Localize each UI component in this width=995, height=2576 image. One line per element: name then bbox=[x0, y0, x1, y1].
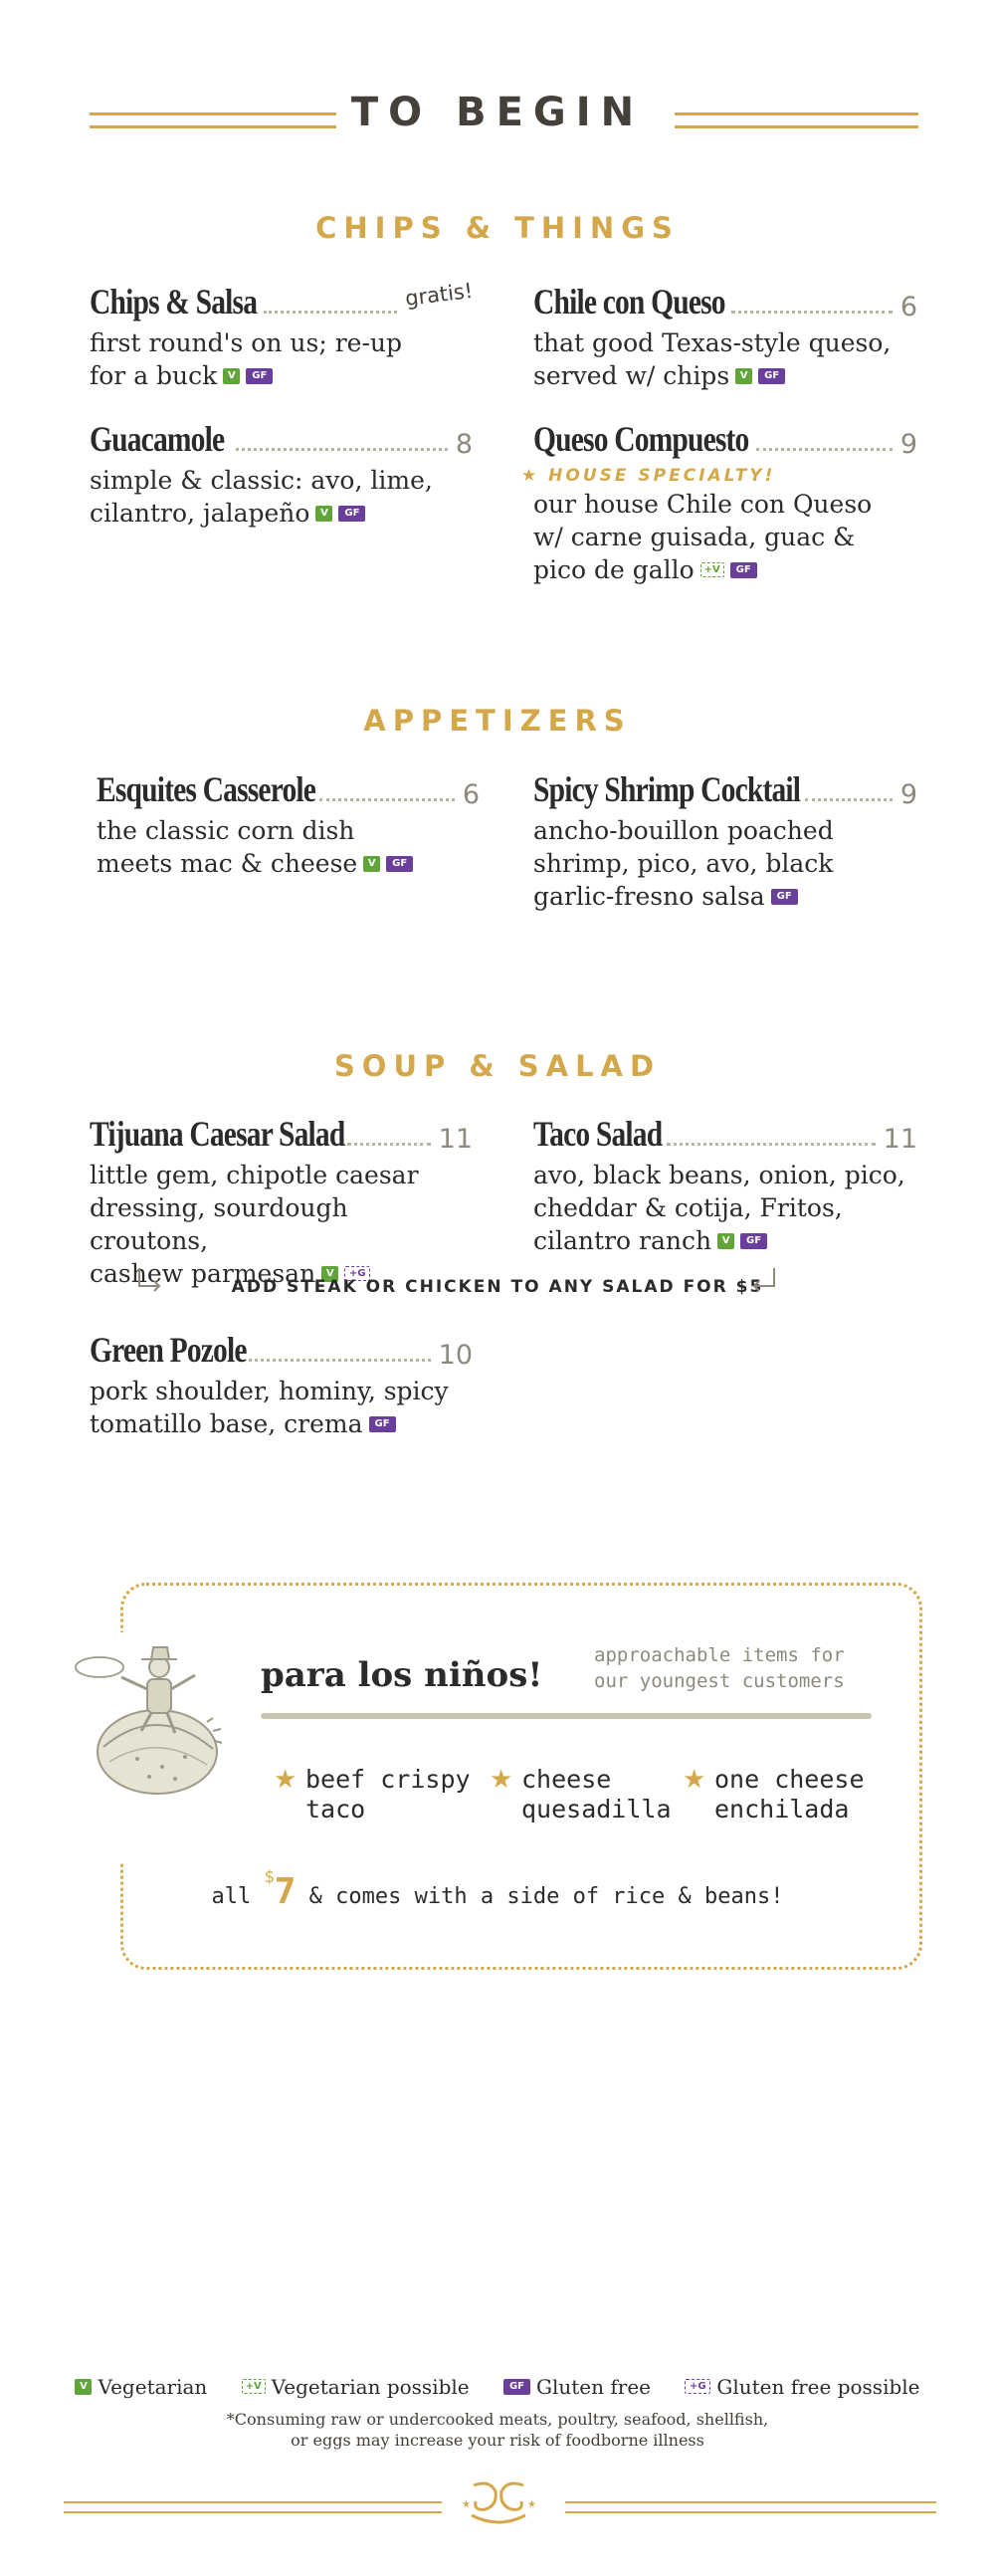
price-suffix: & comes with a side of rice & beans! bbox=[308, 1884, 784, 1909]
vegetarian-badge-icon: V bbox=[321, 1266, 338, 1282]
item-description bbox=[533, 326, 917, 392]
legend-gluten-free bbox=[503, 2375, 651, 2399]
vegetarian-possible-badge-icon: +V bbox=[700, 562, 724, 577]
gluten-free-badge-icon: GF bbox=[338, 506, 365, 522]
vegetarian-badge-icon: V bbox=[717, 1233, 734, 1249]
disclaimer-line: or eggs may increase your risk of foodborne illness bbox=[291, 2431, 704, 2450]
subtitle-line: our youngest customers bbox=[594, 1670, 845, 1692]
kids-item-beef-crispy-taco bbox=[305, 1765, 471, 1825]
item-price: 10 bbox=[438, 1340, 473, 1371]
item-name: Tijuana Caesar Salad bbox=[90, 1114, 345, 1154]
salad-addon-note: ADD STEAK OR CHICKEN TO ANY SALAD FOR $5 bbox=[231, 1277, 764, 1297]
star-icon: ★ bbox=[683, 1765, 706, 1795]
food-safety-disclaimer bbox=[0, 2409, 995, 2451]
item-price: 8 bbox=[455, 429, 473, 460]
item-name: Chips & Salsa bbox=[90, 282, 258, 322]
item-price: 11 bbox=[883, 1124, 917, 1155]
item-price: 11 bbox=[438, 1124, 473, 1155]
legend-label: Gluten free possible bbox=[716, 2375, 920, 2399]
menu-item-chile-con-queso bbox=[533, 281, 917, 392]
menu-item-spicy-shrimp-cocktail bbox=[533, 768, 917, 913]
desc-line: simple & classic: avo, lime, bbox=[90, 466, 433, 495]
item-name: Guacamole bbox=[90, 419, 225, 459]
kids-divider bbox=[261, 1713, 872, 1719]
vegetarian-badge-icon: V bbox=[75, 2379, 92, 2395]
desc-line: cashew parmesan bbox=[90, 1259, 316, 1288]
footer-rule-left bbox=[64, 2501, 442, 2513]
leader-dots bbox=[236, 448, 448, 451]
legend-label: Gluten free bbox=[535, 2375, 651, 2399]
legend-label: Vegetarian bbox=[98, 2375, 208, 2399]
vegetarian-badge-icon: V bbox=[223, 368, 240, 384]
item-name: Esquites Casserole bbox=[97, 769, 316, 809]
cowboy-riding-taco-icon bbox=[68, 1627, 232, 1807]
kids-item-line: one cheese bbox=[714, 1765, 865, 1794]
gluten-free-badge-icon: GF bbox=[758, 368, 785, 384]
desc-line: garlic-fresno salsa bbox=[533, 882, 765, 911]
price-value: 7 bbox=[274, 1871, 297, 1912]
gluten-free-badge-icon: GF bbox=[730, 562, 757, 578]
legend-gluten-free-possible bbox=[685, 2375, 919, 2399]
item-description bbox=[533, 814, 917, 913]
item-description bbox=[90, 1375, 473, 1440]
house-specialty-tag: ★ HOUSE SPECIALTY! bbox=[521, 466, 776, 486]
desc-line: served w/ chips bbox=[533, 361, 730, 390]
kids-menu-subtitle bbox=[594, 1642, 853, 1694]
section-title-chips: CHIPS & THINGS bbox=[315, 211, 680, 245]
item-price: gratis! bbox=[403, 278, 475, 312]
gluten-free-possible-badge-icon: +G bbox=[685, 2379, 710, 2394]
svg-text:★: ★ bbox=[462, 2499, 471, 2510]
desc-line: little gem, chipotle caesar bbox=[90, 1161, 419, 1189]
menu-item-guacamole bbox=[90, 418, 473, 530]
page-title: TO BEGIN bbox=[350, 90, 645, 135]
kids-item-line: enchilada bbox=[714, 1795, 850, 1824]
item-price: 6 bbox=[462, 779, 480, 810]
kids-price-note bbox=[0, 1867, 995, 1912]
desc-line: that good Texas-style queso, bbox=[533, 328, 892, 357]
vegetarian-badge-icon: V bbox=[363, 856, 380, 872]
item-description bbox=[97, 814, 480, 880]
leader-dots bbox=[805, 798, 893, 801]
price-prefix: all bbox=[211, 1884, 252, 1909]
gluten-free-badge-icon: GF bbox=[386, 856, 413, 872]
item-name: Taco Salad bbox=[533, 1114, 663, 1154]
desc-line: pork shoulder, hominy, spicy bbox=[90, 1377, 449, 1405]
menu-item-taco-salad bbox=[533, 1113, 917, 1257]
hook-arrow-right-icon bbox=[748, 1266, 778, 1296]
item-name: Chile con Queso bbox=[533, 282, 725, 322]
kids-menu-title: para los niños! bbox=[261, 1655, 543, 1695]
item-price: 9 bbox=[899, 429, 917, 460]
desc-line: avo, black beans, onion, pico, bbox=[533, 1161, 905, 1189]
desc-line: for a buck bbox=[90, 361, 218, 390]
leader-dots bbox=[249, 1359, 430, 1362]
vegetarian-possible-badge-icon: +V bbox=[242, 2379, 266, 2394]
item-description bbox=[90, 464, 473, 530]
desc-line: meets mac & cheese bbox=[97, 849, 358, 878]
desc-line: pico de gallo bbox=[533, 555, 695, 584]
section-title-soup-salad: SOUP & SALAD bbox=[333, 1049, 662, 1083]
leader-dots bbox=[731, 311, 893, 314]
item-price: 9 bbox=[899, 779, 917, 810]
item-description bbox=[533, 1159, 917, 1257]
vegetarian-badge-icon: V bbox=[735, 368, 752, 384]
menu-item-chips-salsa bbox=[90, 278, 475, 392]
desc-line: ancho-bouillon poached bbox=[533, 816, 834, 845]
legend-label: Vegetarian possible bbox=[271, 2375, 470, 2399]
desc-line: cilantro, jalapeño bbox=[90, 499, 310, 528]
disclaimer-line: *Consuming raw or undercooked meats, poultry, seafood, shellfish, bbox=[226, 2410, 769, 2429]
item-name: Spicy Shrimp Cocktail bbox=[533, 769, 801, 809]
leader-dots bbox=[319, 798, 454, 801]
menu-item-queso-compuesto bbox=[521, 418, 917, 586]
gluten-free-badge-icon: GF bbox=[246, 368, 273, 384]
kids-item-line: cheese bbox=[521, 1765, 612, 1794]
legend-vegetarian bbox=[75, 2375, 207, 2399]
footer-rule-right bbox=[565, 2501, 936, 2513]
desc-line: dressing, sourdough croutons, bbox=[90, 1193, 348, 1255]
item-price: 6 bbox=[899, 292, 917, 322]
gluten-free-badge-icon: GF bbox=[740, 1233, 767, 1249]
legend-vegetarian-possible bbox=[242, 2375, 470, 2399]
desc-line: cilantro ranch bbox=[533, 1226, 712, 1255]
leader-dots bbox=[667, 1143, 876, 1146]
gluten-free-possible-badge-icon: +G bbox=[344, 1266, 370, 1281]
item-description bbox=[90, 326, 473, 392]
menu-item-esquites-casserole bbox=[97, 768, 480, 880]
menu-item-green-pozole bbox=[90, 1329, 473, 1440]
svg-text:★: ★ bbox=[527, 2499, 536, 2510]
desc-line: w/ carne guisada, guac & bbox=[533, 523, 856, 551]
item-name: Green Pozole bbox=[90, 1330, 247, 1370]
vegetarian-badge-icon: V bbox=[315, 506, 332, 522]
kids-item-cheese-quesadilla bbox=[521, 1765, 672, 1825]
gluten-free-badge-icon: GF bbox=[503, 2379, 530, 2395]
desc-line: first round's on us; re-up bbox=[90, 328, 403, 357]
leader-dots bbox=[347, 1143, 431, 1146]
desc-line: our house Chile con Queso bbox=[533, 490, 873, 519]
gluten-free-badge-icon: GF bbox=[369, 1416, 396, 1432]
desc-line: tomatillo base, crema bbox=[90, 1409, 363, 1438]
dietary-legend bbox=[0, 2375, 995, 2399]
leader-dots bbox=[756, 448, 893, 451]
menu-item-tijuana-caesar-salad bbox=[90, 1113, 473, 1290]
desc-line: shrimp, pico, avo, black bbox=[533, 849, 834, 878]
subtitle-line: approachable items for bbox=[594, 1644, 845, 1666]
kids-item-one-cheese-enchilada bbox=[714, 1765, 865, 1825]
desc-line: the classic corn dish bbox=[97, 816, 355, 845]
leader-dots bbox=[264, 311, 397, 314]
star-icon: ★ bbox=[274, 1765, 298, 1795]
section-title-appetizers: APPETIZERS bbox=[363, 704, 632, 738]
price-currency: $ bbox=[264, 1867, 275, 1887]
item-description bbox=[533, 488, 917, 586]
star-icon: ★ bbox=[490, 1765, 513, 1795]
brand-logo-icon bbox=[460, 2475, 537, 2531]
desc-line: cheddar & cotija, Fritos, bbox=[533, 1193, 843, 1222]
kids-item-line: taco bbox=[305, 1795, 366, 1824]
gluten-free-badge-icon: GF bbox=[771, 889, 798, 905]
item-name: Queso Compuesto bbox=[533, 419, 749, 459]
kids-item-line: beef crispy bbox=[305, 1765, 471, 1794]
kids-item-line: quesadilla bbox=[521, 1795, 672, 1824]
